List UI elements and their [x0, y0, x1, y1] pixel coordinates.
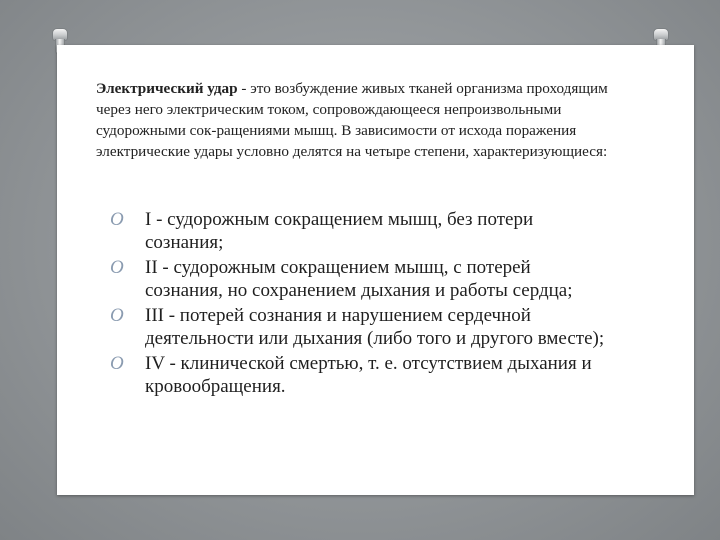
intro-text: - это возбуждение живых тканей организма проходящим через него электрическим током, сопровождающееся непроизвольными судорожными сок-ращениями мышц. В зависимости от исхода поражения электрические удары условно делятся на четыре степени, характеризующиеся:	[96, 80, 608, 160]
list-item-text: I - судорожным сокращением мышц, без потери сознания;	[145, 209, 534, 253]
list-item	[110, 257, 610, 302]
bullet-icon: O	[110, 305, 124, 326]
intro-paragraph	[96, 78, 616, 162]
degrees-list	[110, 209, 610, 401]
bullet-icon: O	[110, 353, 124, 374]
list-item-text: III - потерей сознания и нарушением сердечной деятельности или дыхания (либо того и другого вместе);	[145, 305, 605, 349]
bullet-icon: O	[110, 257, 124, 278]
intro-term: Электрический удар	[96, 80, 238, 97]
list-item	[110, 209, 610, 254]
list-item-text: IV - клинической смертью, т. е. отсутствием дыхания и кровообращения.	[145, 353, 592, 397]
list-item-text: II - судорожным сокращением мышц, с потерей сознания, но сохранением дыхания и работы сердца;	[145, 257, 573, 301]
list-item	[110, 305, 610, 350]
list-item	[110, 353, 610, 398]
bullet-icon: O	[110, 209, 124, 230]
